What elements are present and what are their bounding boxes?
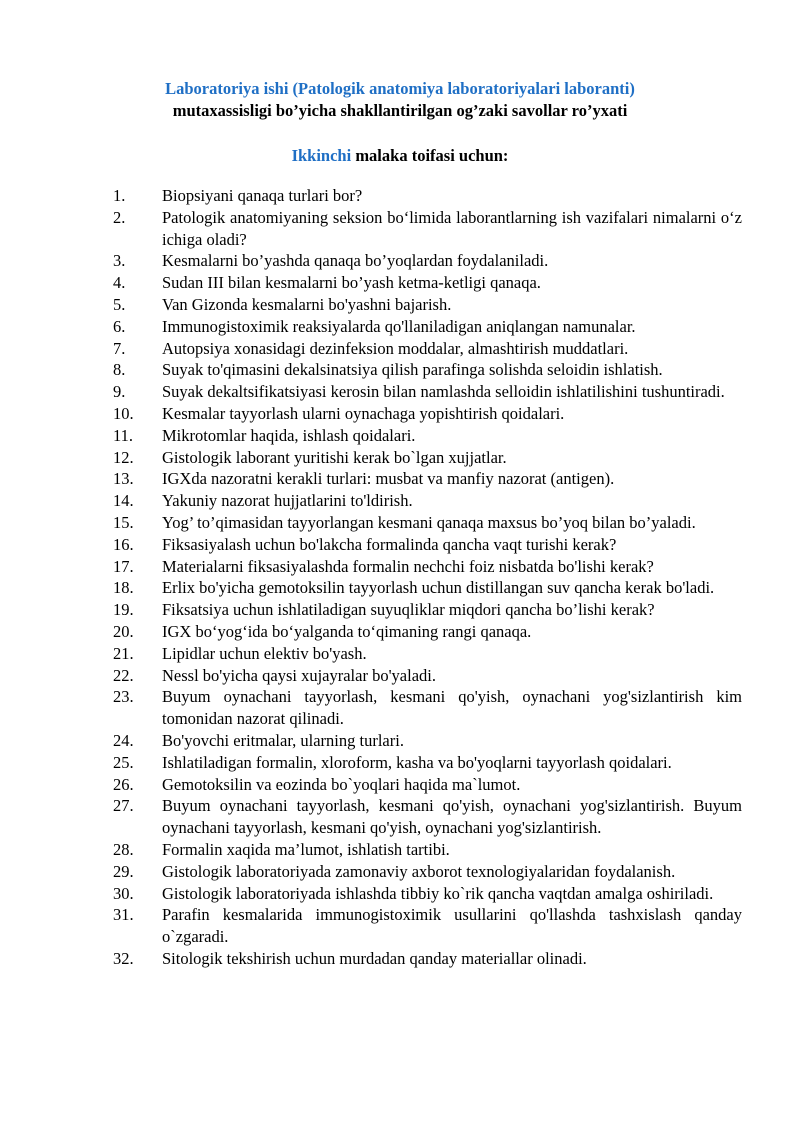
question-text: IGXda nazoratni kerakli turlari: musbat va manfiy nazorat (antigen). [162,469,615,489]
question-text: Fiksatsiya uchun ishlatiladigan suyuqliklar miqdori qancha bo’lishi kerak? [162,600,655,620]
question-text: Kesmalar tayyorlash ularni oynachaga yopishtirish qoidalari. [162,403,565,423]
list-item [0,447,800,469]
list-item [0,883,800,905]
question-text: Ishlatiladigan formalin, xloroform, kasha va bo'yoqlarni tayyorlash qoidalari. [162,752,672,772]
question-text: Mikrotomlar haqida, ishlash qoidalari. [162,425,416,445]
question-text: Van Gizonda kesmalarni bo'yashni bajarish. [162,294,452,314]
list-item [0,272,800,294]
list-item [0,686,800,730]
list-item [0,425,800,447]
question-number: 4. [113,273,126,293]
question-number: 18. [113,578,134,598]
question-number: 8. [113,360,126,380]
document-title-line1: Laboratoriya ishi (Patologik anatomiya laboratoriyalari laboranti) [165,79,635,98]
list-item [0,904,800,948]
list-item [0,512,800,534]
question-text: Buyum oynachani tayyorlash, kesmani qo'yish, oynachani yog'sizlantirish kim tomonidan nazorat qilinadi. [162,687,742,729]
question-number: 17. [113,556,134,576]
question-number: 32. [113,948,134,968]
question-number: 24. [113,730,134,750]
question-text: Patologik anatomiyaning seksion bo‘limida laborantlarning ish vazifalari nimalarni o‘z ichiga oladi? [162,207,742,249]
list-item [0,948,800,970]
document-title-line2: mutaxassisligi bo’yicha shakllantirilgan og’zaki savollar ro’yxati [172,101,628,120]
list-item [0,577,800,599]
question-text: Yog’ to’qimasidan tayyorlangan kesmani qanaqa maxsus bo’yoq bilan bo’yaladi. [162,512,696,532]
list-item [0,643,800,665]
list-item [0,774,800,796]
question-text: Suyak to'qimasini dekalsinatsiya qilish parafinga solishda seloidin ishlatish. [162,360,663,380]
question-number: 3. [113,251,126,271]
question-number: 27. [113,796,134,816]
question-text: IGX bo‘yog‘ida bo‘yalganda to‘qimaning rangi qanaqa. [162,621,532,641]
question-text: Gistologik laboratoriyada zamonaviy axborot texnologiyalaridan foydalanish. [162,861,676,881]
list-item [0,752,800,774]
list-item [0,861,800,883]
list-item [0,207,800,251]
list-item [0,795,800,839]
question-number: 11. [113,425,134,445]
list-item [0,665,800,687]
question-number: 14. [113,491,134,511]
question-number: 15. [113,512,134,532]
question-number: 9. [113,382,126,402]
list-item [0,338,800,360]
list-item [0,599,800,621]
question-text: Immunogistoximik reaksiyalarda qo'llaniladigan aniqlangan namunalar. [162,316,636,336]
question-text: Materialarni fiksasiyalashda formalin nechchi foiz nisbatda bo'lishi kerak? [162,556,654,576]
question-number: 2. [113,207,126,227]
question-number: 20. [113,621,134,641]
question-text: Parafin kesmalarida immunogistoximik usullarini qo'llashda tashxislash qanday o`zgaradi. [162,905,742,947]
list-item [0,621,800,643]
question-text: Yakuniy nazorat hujjatlarini to'ldirish. [162,491,413,511]
list-item [0,490,800,512]
list-item [0,839,800,861]
question-text: Gistologik laboratoriyada ishlashda tibbiy ko`rik qancha vaqtdan amalga oshiriladi. [162,883,714,903]
category-word: Ikkinchi [291,146,352,165]
list-item [0,730,800,752]
question-text: Formalin xaqida ma’lumot, ishlatish tartibi. [162,839,450,859]
list-item [0,556,800,578]
question-number: 5. [113,294,126,314]
question-number: 16. [113,534,134,554]
list-item [0,359,800,381]
question-number: 12. [113,447,134,467]
question-number: 13. [113,469,134,489]
question-number: 30. [113,883,134,903]
question-text: Biopsiyani qanaqa turlari bor? [162,186,363,205]
question-text: Autopsiya xonasidagi dezinfeksion moddalar, almashtirish muddatlari. [162,338,629,358]
question-text: Lipidlar uchun elektiv bo'yash. [162,643,367,663]
question-text: Gistologik laborant yuritishi kerak bo`lgan xujjatlar. [162,447,507,467]
list-item [0,534,800,556]
list-item [0,316,800,338]
question-number: 21. [113,643,134,663]
question-number: 28. [113,839,134,859]
question-text: Erlix bo'yicha gemotoksilin tayyorlash uchun distillangan suv qancha kerak bo'ladi. [162,578,715,598]
list-item [0,185,800,207]
category-heading [0,146,800,166]
question-number: 1. [113,186,126,205]
list-item [0,381,800,403]
question-text: Buyum oynachani tayyorlash, kesmani qo'yish, oynachani yog'sizlantirish. Buyum oynachani tayyorlash, kesmani qo'yish, oynachani yog'sizlantirish. [162,796,742,838]
question-number: 31. [113,905,134,925]
question-text: Bo'yovchi eritmalar, ularning turlari. [162,730,404,750]
question-text: Suyak dekaltsifikatsiyasi kerosin bilan namlashda selloidin ishlatilishini tushuntiradi. [162,382,725,402]
question-number: 19. [113,600,134,620]
question-number: 25. [113,752,134,772]
question-list [0,185,800,970]
question-number: 23. [113,687,134,707]
list-item [0,294,800,316]
question-number: 10. [113,403,134,423]
list-item [0,403,800,425]
question-number: 22. [113,665,134,685]
question-text: Sudan III bilan kesmalarni bo’yash ketma-ketligi qanaqa. [162,273,541,293]
question-text: Nessl bo'yicha qaysi xujayralar bo'yaladi. [162,665,436,685]
question-text: Kesmalarni bo’yashda qanaqa bo’yoqlardan foydalaniladi. [162,251,549,271]
question-number: 29. [113,861,134,881]
question-number: 26. [113,774,134,794]
question-text: Sitologik tekshirish uchun murdadan qanday materiallar olinadi. [162,948,587,968]
question-number: 7. [113,338,126,358]
list-item [0,250,800,272]
question-text: Fiksasiyalash uchun bo'lakcha formalinda qancha vaqt turishi kerak? [162,534,617,554]
question-number: 6. [113,316,126,336]
category-rest: malaka toifasi uchun: [351,146,509,165]
question-text: Gemotoksilin va eozinda bo`yoqlari haqida ma`lumot. [162,774,521,794]
list-item [0,468,800,490]
